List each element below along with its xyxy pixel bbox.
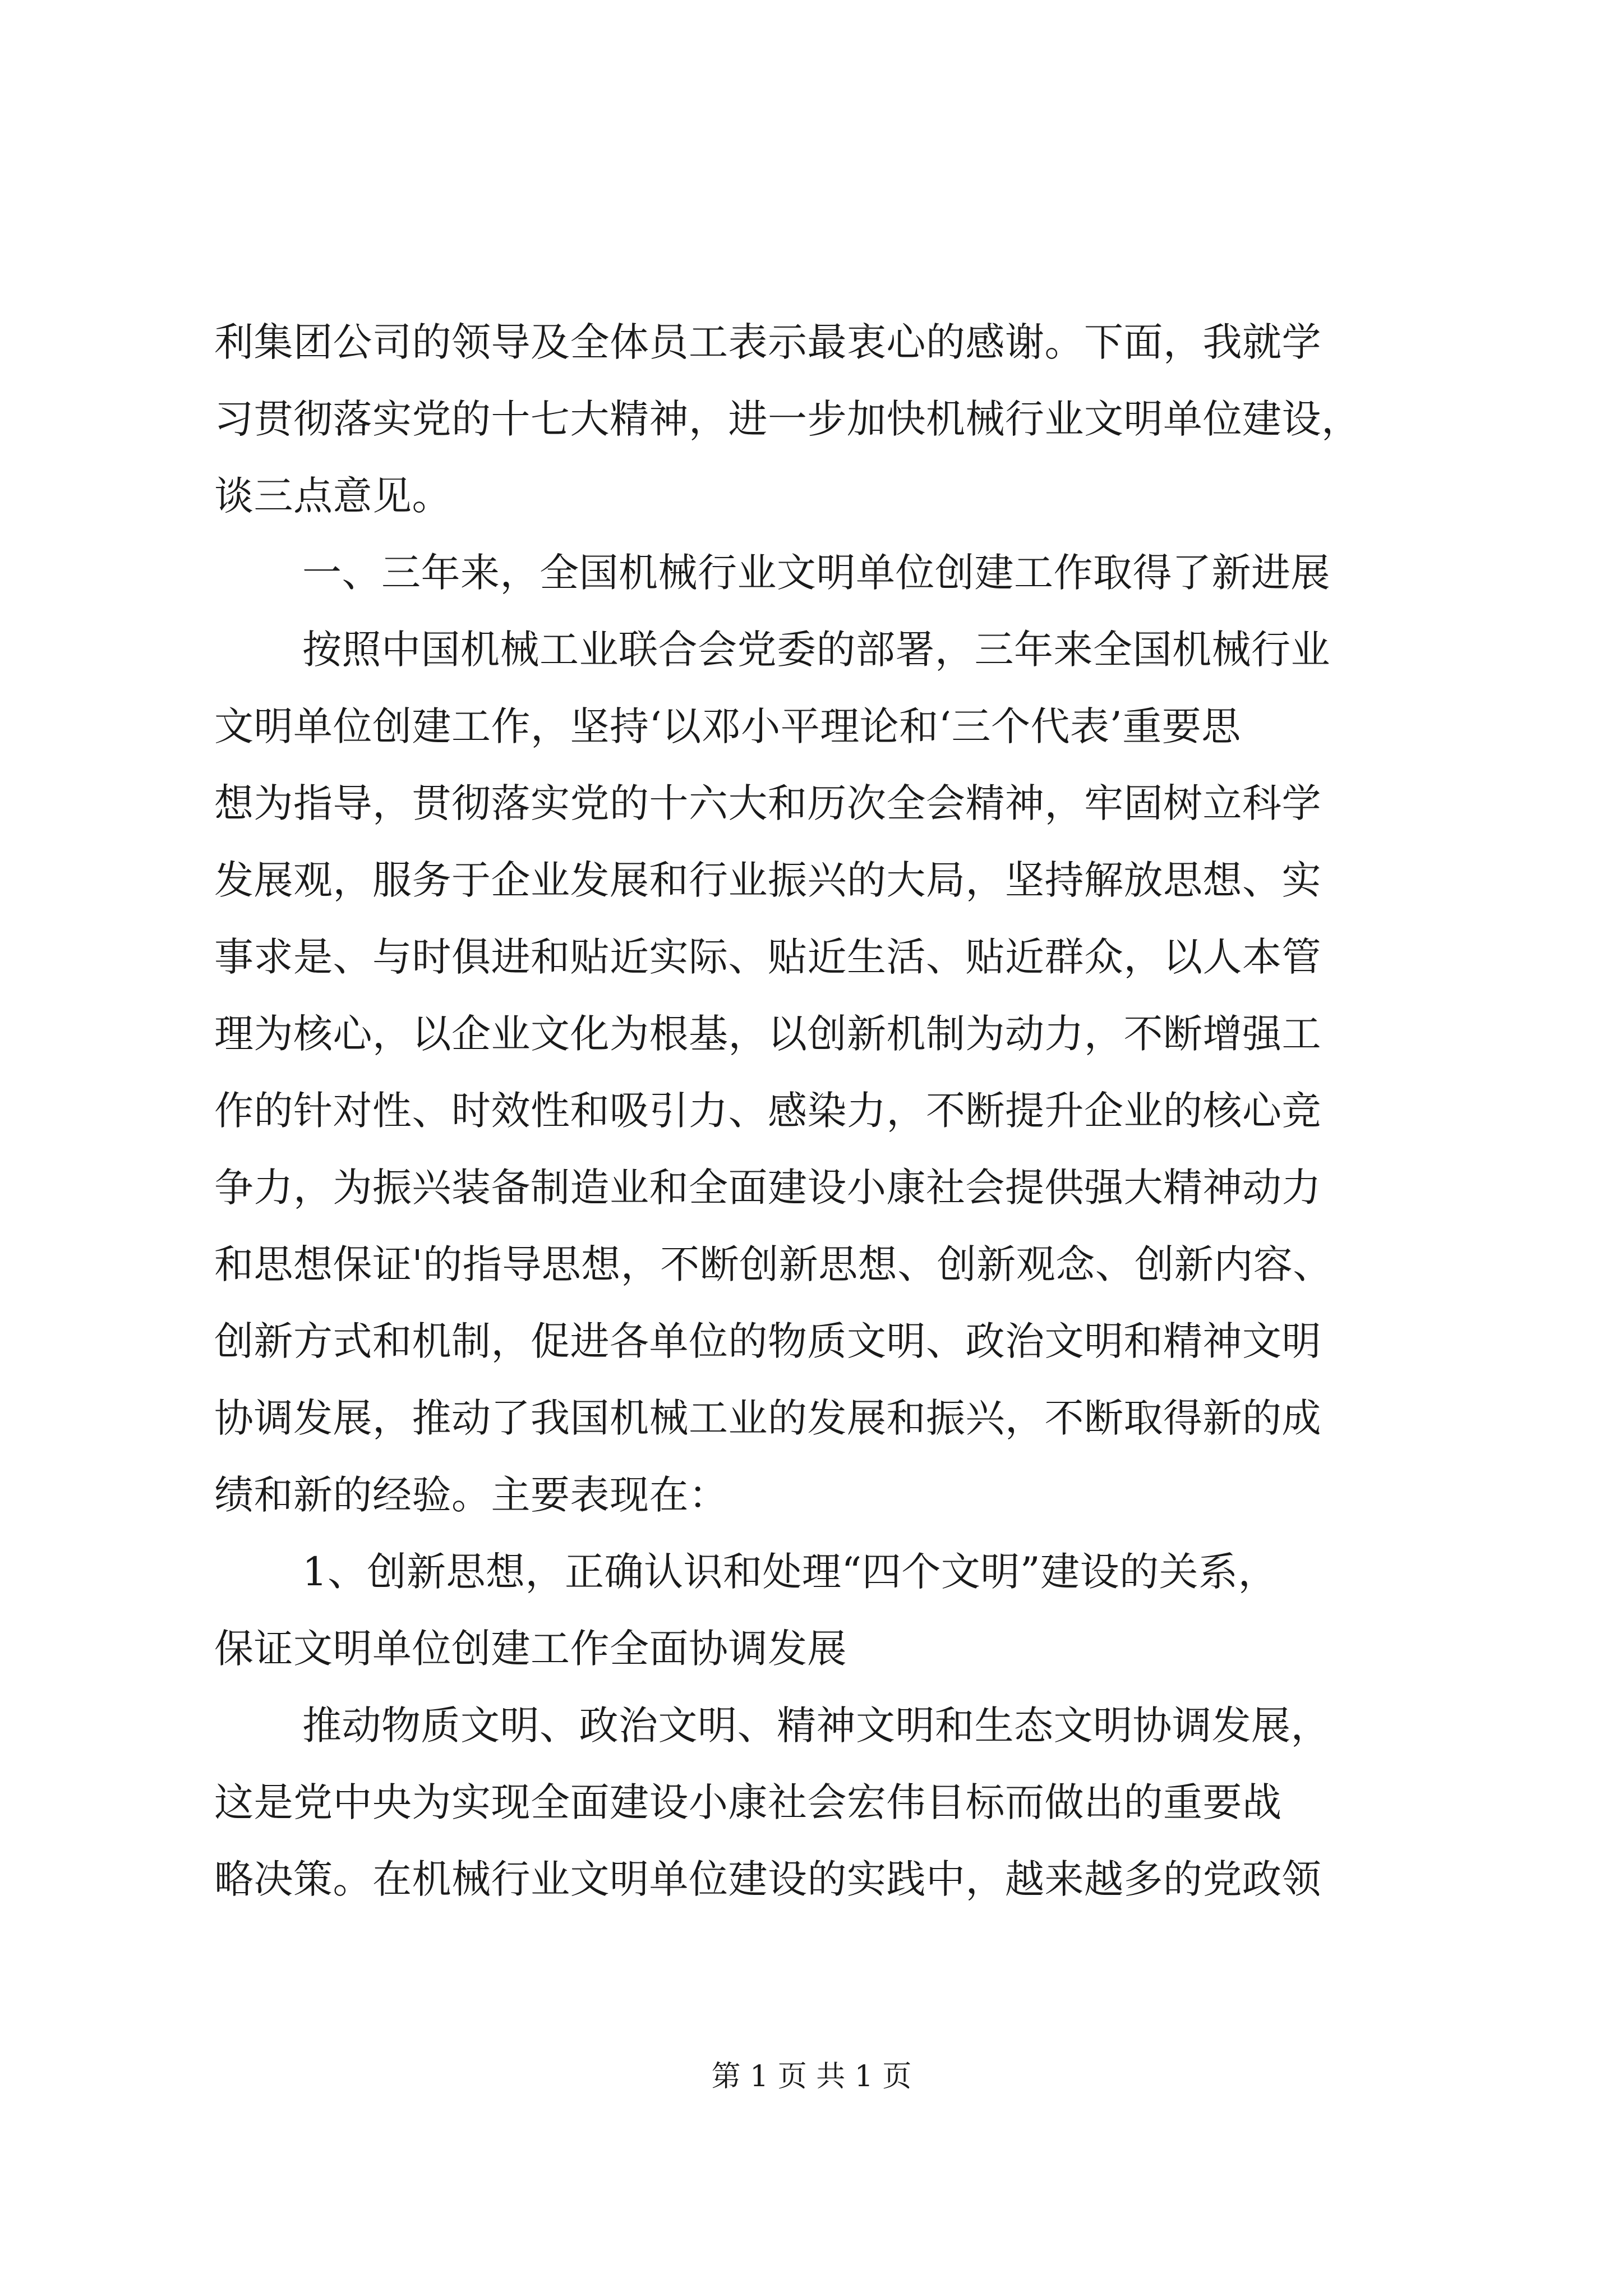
page-footer [0,2054,1623,2099]
text-line: 推动物质文明、政治文明、精神文明和生态文明协调发展， [302,1703,1330,1749]
text-line: 习贯彻落实党的十七大精神，进一步加快机械行业文明单位建设， [214,396,1361,442]
subsection-heading: 1、创新思想，正确认识和处理“四个文明”建设的关系， [302,1549,1278,1595]
text-line: 创新方式和机制，促进各单位的物质文明、政治文明和精神文明 [214,1318,1321,1364]
text-line: 争力，为振兴装备制造业和全面建设小康社会提供强大精神动力 [214,1165,1321,1211]
page-number: 第 1 页 共 1 页 [711,2060,912,2093]
text-line: 利集团公司的领导及全体员工表示最衷心的感谢。下面，我就学 [214,319,1321,365]
text-line: 略决策。在机械行业文明单位建设的实践中，越来越多的党政领 [214,1856,1321,1902]
section-heading: 一、三年来，全国机械行业文明单位创建工作取得了新进展 [302,550,1330,596]
text-line: 协调发展，推动了我国机械工业的发展和振兴，不断取得新的成 [214,1395,1321,1441]
text-line: 作的针对性、时效性和吸引力、感染力，不断提升企业的核心竞 [214,1088,1321,1134]
text-line: 发展观，服务于企业发展和行业振兴的大局，坚持解放思想、实 [214,857,1321,903]
subsection-heading-continued: 保证文明单位创建工作全面协调发展 [214,1626,847,1672]
text-line: 谈三点意见。 [214,473,451,519]
text-line: 这是党中央为实现全面建设小康社会宏伟目标而做出的重要战 [214,1779,1282,1825]
text-line: 绩和新的经验。主要表现在： [214,1472,728,1518]
text-line: 想为指导，贯彻落实党的十六大和历次全会精神，牢固树立科学 [214,780,1321,826]
text-line: 和思想保证'的指导思想，不断创新思想、创新观念、创新内容、 [214,1241,1332,1287]
text-line: 文明单位创建工作，坚持‘以邓小平理论和‘三个代表’重要思 [214,703,1241,749]
text-line: 按照中国机械工业联合会党委的部署，三年来全国机械行业 [302,627,1330,673]
text-line: 事求是、与时俱进和贴近实际、贴近生活、贴近群众，以人本管 [214,934,1321,980]
text-line: 理为核心，以企业文化为根基，以创新机制为动力，不断增强工 [214,1011,1321,1057]
